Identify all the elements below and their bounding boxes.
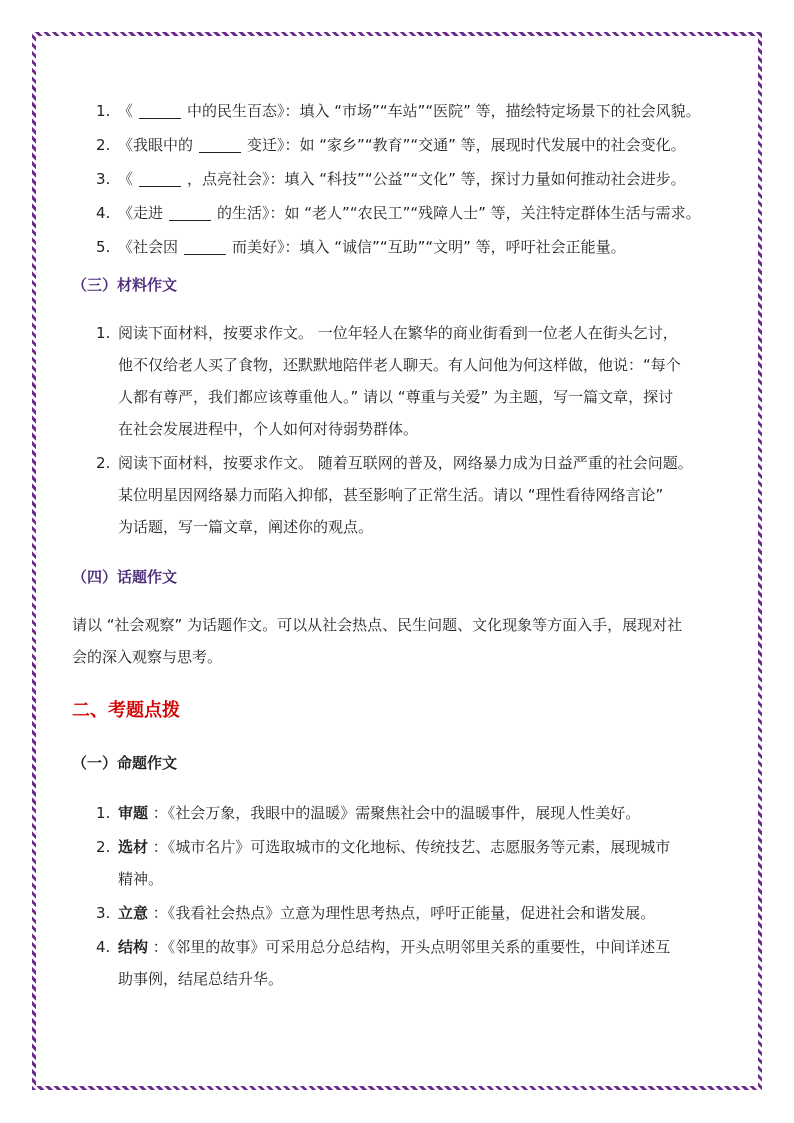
item-line: 某位明星因网络暴力而陷入抑郁，甚至影响了正常生活。请以 “理性看待网络言论”: [118, 486, 664, 504]
item-number: 2.: [96, 136, 111, 154]
topic-essay-paragraph: [72, 609, 742, 673]
item-prefix: 《: [118, 102, 134, 120]
item-separator: ：: [148, 904, 168, 922]
item-prefix: 《社会因: [118, 238, 179, 256]
item-text: 的生活》：如 “老人”“农民工”“残障人士” 等，关注特定群体生活与需求。: [217, 204, 701, 222]
item-separator: ：: [148, 804, 168, 822]
list-item: [72, 831, 762, 895]
item-line: 阅读下面材料，按要求作文。 一位年轻人在繁华的商业街看到一位老人在街头乞讨，: [118, 324, 678, 342]
item-text: 《我看社会热点》立意为理性思考热点，呼吁正能量，促进社会和谐发展。: [167, 904, 656, 922]
list-item: [72, 897, 762, 929]
item-number: 5.: [96, 238, 111, 256]
title-fill-list: [72, 95, 752, 263]
item-prefix: 《: [118, 170, 134, 188]
item-separator: ：: [148, 938, 168, 956]
item-text: 而美好》：填入 “诚信”“互助”“文明” 等，呼吁社会正能量。: [232, 238, 626, 256]
list-item: [72, 317, 762, 445]
item-number: 2.: [96, 454, 111, 472]
item-text: 中的民生百态》：填入 “市场”“车站”“医院” 等，描绘特定场景下的社会风貌。: [187, 102, 701, 120]
list-item: [72, 231, 752, 263]
list-item: [72, 129, 752, 161]
item-number: 4.: [96, 938, 111, 956]
item-number: 1.: [96, 804, 111, 822]
list-item: [72, 931, 762, 995]
fill-blank: [139, 103, 181, 119]
item-label: 选材: [118, 838, 149, 856]
part-heading-exam-tips: 二、考题点拨: [72, 700, 180, 721]
item-number: 4.: [96, 204, 111, 222]
list-item: [72, 797, 762, 829]
item-line: 为话题，写一篇文章，阐述你的观点。: [118, 518, 374, 536]
list-item: [72, 95, 752, 127]
list-item: [72, 447, 762, 543]
material-essay-list: [72, 317, 762, 543]
item-number: 3.: [96, 170, 111, 188]
item-line: 阅读下面材料，按要求作文。 随着互联网的普及，网络暴力成为日益严重的社会问题。: [118, 454, 693, 472]
item-line: 人都有尊严，我们都应该尊重他人。” 请以 “尊重与关爱” 为主题，写一篇文章，探讨: [118, 388, 674, 406]
item-label: 立意: [118, 904, 149, 922]
paragraph-line: 会的深入观察与思考。: [72, 648, 223, 666]
item-separator: ：: [148, 838, 168, 856]
section-heading-material-essay: （三）材料作文: [72, 276, 178, 294]
section-heading-topic-essay: （四）话题作文: [72, 568, 178, 586]
item-text: 《邻里的故事》可采用总分总结构，开头点明邻里关系的重要性，中间详述互: [167, 938, 671, 956]
section-heading-proposition-essay: （一）命题作文: [72, 754, 178, 772]
item-line: 在社会发展进程中，个人如何对待弱势群体。: [118, 420, 419, 438]
item-label: 结构: [118, 938, 149, 956]
item-line: 他不仅给老人买了食物，还默默地陪伴老人聊天。有人问他为何这样做，他说：“每个: [118, 356, 681, 374]
fill-blank: [139, 171, 181, 187]
item-prefix: 《走进: [118, 204, 164, 222]
fill-blank: [169, 205, 211, 221]
item-prefix: 《我眼中的: [118, 136, 194, 154]
item-text: 《社会万象，我眼中的温暖》需聚焦社会中的温暖事件，展现人性美好。: [167, 804, 641, 822]
exam-tips-list: [72, 797, 762, 995]
paragraph-line: 请以 “社会观察” 为话题作文。可以从社会热点、民生问题、文化现象等方面入手，展现对社: [72, 616, 683, 634]
fill-blank: [199, 137, 241, 153]
item-label: 审题: [118, 804, 149, 822]
list-item: [72, 197, 752, 229]
item-number: 1.: [96, 324, 111, 342]
item-text: 《城市名片》可选取城市的文化地标、传统技艺、志愿服务等元素，展现城市: [167, 838, 671, 856]
item-line: 精神。: [118, 870, 164, 888]
item-number: 2.: [96, 838, 111, 856]
item-number: 1.: [96, 102, 111, 120]
item-line: 助事例，结尾总结升华。: [118, 970, 284, 988]
item-text: 变迁》：如 “家乡”“教育”“交通” 等，展现时代发展中的社会变化。: [247, 136, 686, 154]
list-item: [72, 163, 752, 195]
item-text: ，点亮社会》：填入 “科技”“公益”“文化” 等，探讨力量如何推动社会进步。: [187, 170, 686, 188]
item-number: 3.: [96, 904, 111, 922]
fill-blank: [184, 239, 226, 255]
